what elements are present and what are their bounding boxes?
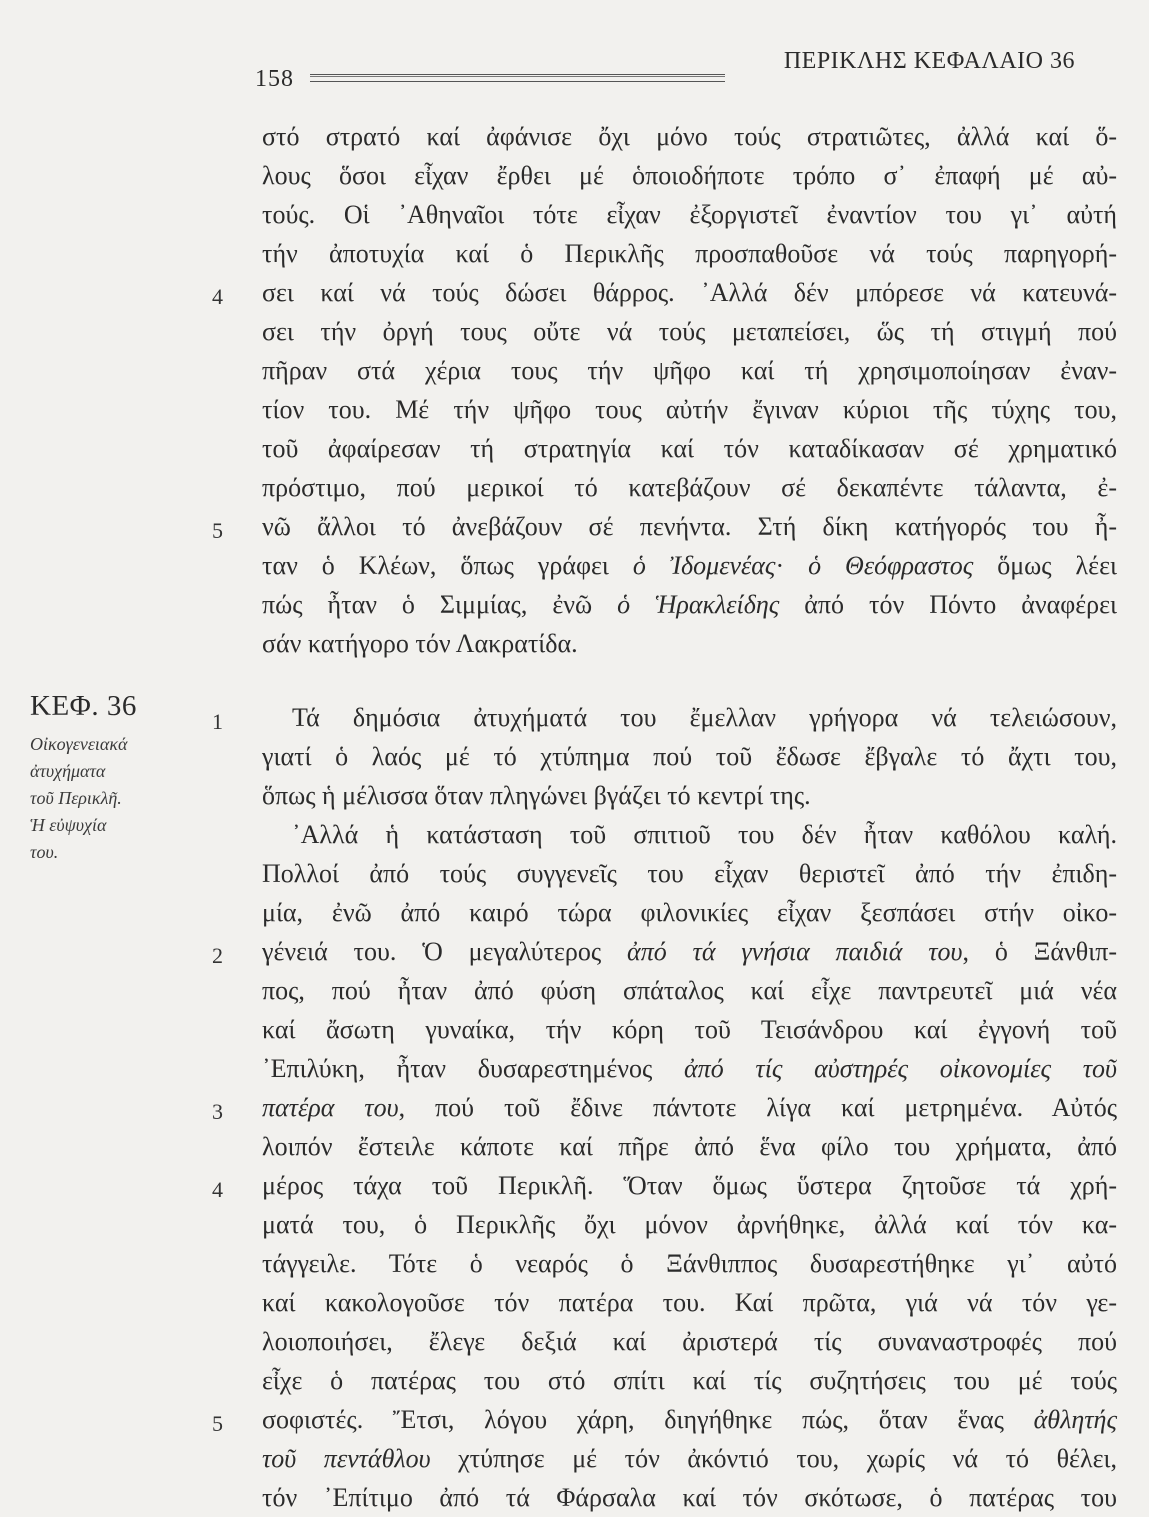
text-line: εἶχε ὁ πατέρας του στό σπίτι καί τίς συζητήσεις του μέ τούς — [262, 1366, 1117, 1395]
text-line: πώς ἦταν ὁ Σιμμίας, ἐνῶ ὁ Ἡρακλείδης ἀπό τόν Πόντο ἀναφέρει — [262, 590, 1118, 619]
text-line: τούς. Οἱ ᾿Αθηναῖοι τότε εἶχαν ἐξοργιστεῖ ἐναντίον του γι᾿ αὐτή — [262, 200, 1117, 229]
text-line: καί ἄσωτη γυναίκα, τήν κόρη τοῦ Τεισάνδρου καί ἐγγονή τοῦ — [262, 1015, 1117, 1044]
text-line: ᾿Επιλύκη, ἦταν δυσαρεστημένος ἀπό τίς αὐστηρές οἰκονομίες τοῦ — [262, 1054, 1117, 1083]
italic-name: ὁ Ἰδομενέας — [632, 551, 776, 580]
text-line: 3 πατέρα του, πού τοῦ ἔδινε πάντοτε λίγα καί μετρημένα. Αὐτός — [262, 1088, 1117, 1127]
header-rule — [310, 74, 725, 82]
text-line: τοῦ ἀφαίρεσαν τή στρατηγία καί τόν καταδίκασαν σέ χρηματικό — [262, 434, 1117, 463]
text-line: μία, ἐνῶ ἀπό καιρό τώρα φιλονικίες εἶχαν ξεσπάσει στήν οἰκο- — [262, 898, 1117, 927]
text-line: 5 νῶ ἄλλοι τό ἀνεβάζουν σέ πενήντα. Στή δίκη κατήγορός του ἦ- — [262, 507, 1117, 546]
page-number: 158 — [255, 66, 294, 92]
text-line: 4 μέρος τάχα τοῦ Περικλῆ. Ὅταν ὅμως ὕστερα ζητοῦσε τά χρή- — [262, 1166, 1117, 1205]
chapter-summary-note — [30, 731, 195, 866]
text-line: σάν κατήγορο τόν Λακρατίδα. — [262, 629, 578, 658]
italic-name: ὁ Ἡρακλείδης — [617, 590, 780, 619]
text-line: 4 σει καί νά τούς δώσει θάρρος. ᾿Αλλά δέν μπόρεσε νά κατευνά- — [262, 273, 1117, 312]
text-line: τίον του. Μέ τήν ψῆφο τους αὐτήν ἔγιναν κύριοι τῆς τύχης του, — [262, 395, 1117, 424]
italic-phrase: ἀπό τίς αὐστηρές οἰκονομίες τοῦ — [684, 1054, 1117, 1083]
italic-phrase: τοῦ πεντάθλου — [262, 1444, 431, 1473]
section-marker: 4 — [212, 284, 223, 309]
section-marker: 3 — [212, 1099, 223, 1124]
note-line: ἀτυχήματα — [30, 761, 106, 781]
note-line: Οἰκογενειακά — [30, 734, 128, 754]
text-line: σει τήν ὀργή τους οὔτε νά τούς μεταπείσει, ὥς τή στιγμή πού — [262, 317, 1117, 346]
section-marker: 5 — [212, 1411, 223, 1436]
text-line: λοιπόν ἔστειλε κάποτε καί πῆρε ἀπό ἕνα φίλο του χρήματα, ἀπό — [262, 1132, 1117, 1161]
text-line: τήν ἀποτυχία καί ὁ Περικλῆς προσπαθοῦσε νά τούς παρηγορή- — [262, 239, 1117, 268]
text-line: στό στρατό καί ἀφάνισε ὄχι μόνο τούς στρατιῶτες, ἀλλά καί ὅ- — [262, 122, 1117, 151]
body-text — [212, 117, 1118, 1517]
page-header — [255, 44, 1075, 92]
chapter-heading: ΚΕΦ. 36 — [30, 690, 137, 722]
italic-name: ὁ Θεόφραστος — [808, 551, 974, 580]
text-line: ματά του, ὁ Περικλῆς ὄχι μόνον ἀρνήθηκε, ἀλλά καί τόν κα- — [262, 1210, 1117, 1239]
text-line: γιατί ὁ λαός μέ τό χτύπημα πού τοῦ ἔδωσε ἔβγαλε τό ἄχτι του, — [262, 742, 1117, 771]
text-line: τόν ᾿Επίτιμο ἀπό τά Φάρσαλα καί τόν σκότωσε, ὁ πατέρας του — [262, 1483, 1117, 1512]
text-line: τάγγειλε. Τότε ὁ νεαρός ὁ Ξάνθιππος δυσαρεστήθηκε γι᾿ αὐτό — [262, 1249, 1117, 1278]
italic-phrase: ἀθλητής — [1033, 1405, 1117, 1434]
chapter-sidebar — [30, 690, 195, 866]
text-line: ὅπως ἡ μέλισσα ὅταν πληγώνει βγάζει τό κεντρί της. — [262, 781, 811, 810]
italic-phrase: πατέρα του — [262, 1093, 399, 1122]
section-marker: 1 — [212, 709, 223, 734]
text-line: λους ὅσοι εἶχαν ἔρθει μέ ὁποιοδήποτε τρόπο σ᾿ ἐπαφή μέ αὐ- — [262, 161, 1117, 190]
text-line: Πολλοί ἀπό τούς συγγενεῖς του εἶχαν θεριστεῖ ἀπό τήν ἐπιδη- — [262, 859, 1117, 888]
italic-phrase: ἀπό τά γνήσια παιδιά του — [627, 937, 963, 966]
note-line: του. — [30, 842, 59, 862]
text-line: πος, πού ἦταν ἀπό φύση σπάταλος καί εἶχε παντρευτεῖ μιά νέα — [262, 976, 1117, 1005]
text-line: τοῦ πεντάθλου χτύπησε μέ τόν ἀκόντιό του, χωρίς νά τό θέλει, — [262, 1444, 1117, 1473]
running-head: ΠΕΡΙΚΛΗΣ ΚΕΦΑΛΑΙΟ 36 — [783, 48, 1075, 74]
section-marker: 2 — [212, 943, 223, 968]
text-line: 1 Τά δημόσια ἀτυχήματά του ἔμελλαν γρήγορα νά τελειώσουν, — [262, 698, 1117, 737]
text-line: ταν ὁ Κλέων, ὅπως γράφει ὁ Ἰδομενέας· ὁ Θεόφραστος ὅμως λέει — [262, 551, 1117, 580]
text-line: 2 γένειά του. Ὁ μεγαλύτερος ἀπό τά γνήσια παιδιά του, ὁ Ξάνθιπ- — [262, 932, 1117, 971]
section-marker: 5 — [212, 518, 223, 543]
text-line: πῆραν στά χέρια τους τήν ψῆφο καί τή χρησιμοποίησαν ἐναν- — [262, 356, 1117, 385]
text-line: πρόστιμο, πού μερικοί τό κατεβάζουν σέ δεκαπέντε τάλαντα, ἐ- — [262, 473, 1117, 502]
text-line: καί κακολογοῦσε τόν πατέρα του. Καί πρῶτα, γιά νά τόν γε- — [262, 1288, 1117, 1317]
text-line: ᾿Αλλά ἡ κατάσταση τοῦ σπιτιοῦ του δέν ἦταν καθόλου καλή. — [292, 820, 1117, 849]
text-line: 5 σοφιστές. Ἔτσι, λόγου χάρη, διηγήθηκε πώς, ὅταν ἕνας ἀθλητής — [262, 1400, 1117, 1439]
note-line: Ἡ εὐψυχία — [30, 815, 107, 835]
note-line: τοῦ Περικλῆ. — [30, 788, 122, 808]
section-marker: 4 — [212, 1177, 223, 1202]
text-line: λοιοποιήσει, ἔλεγε δεξιά καί ἀριστερά τίς συναναστροφές πού — [262, 1327, 1117, 1356]
